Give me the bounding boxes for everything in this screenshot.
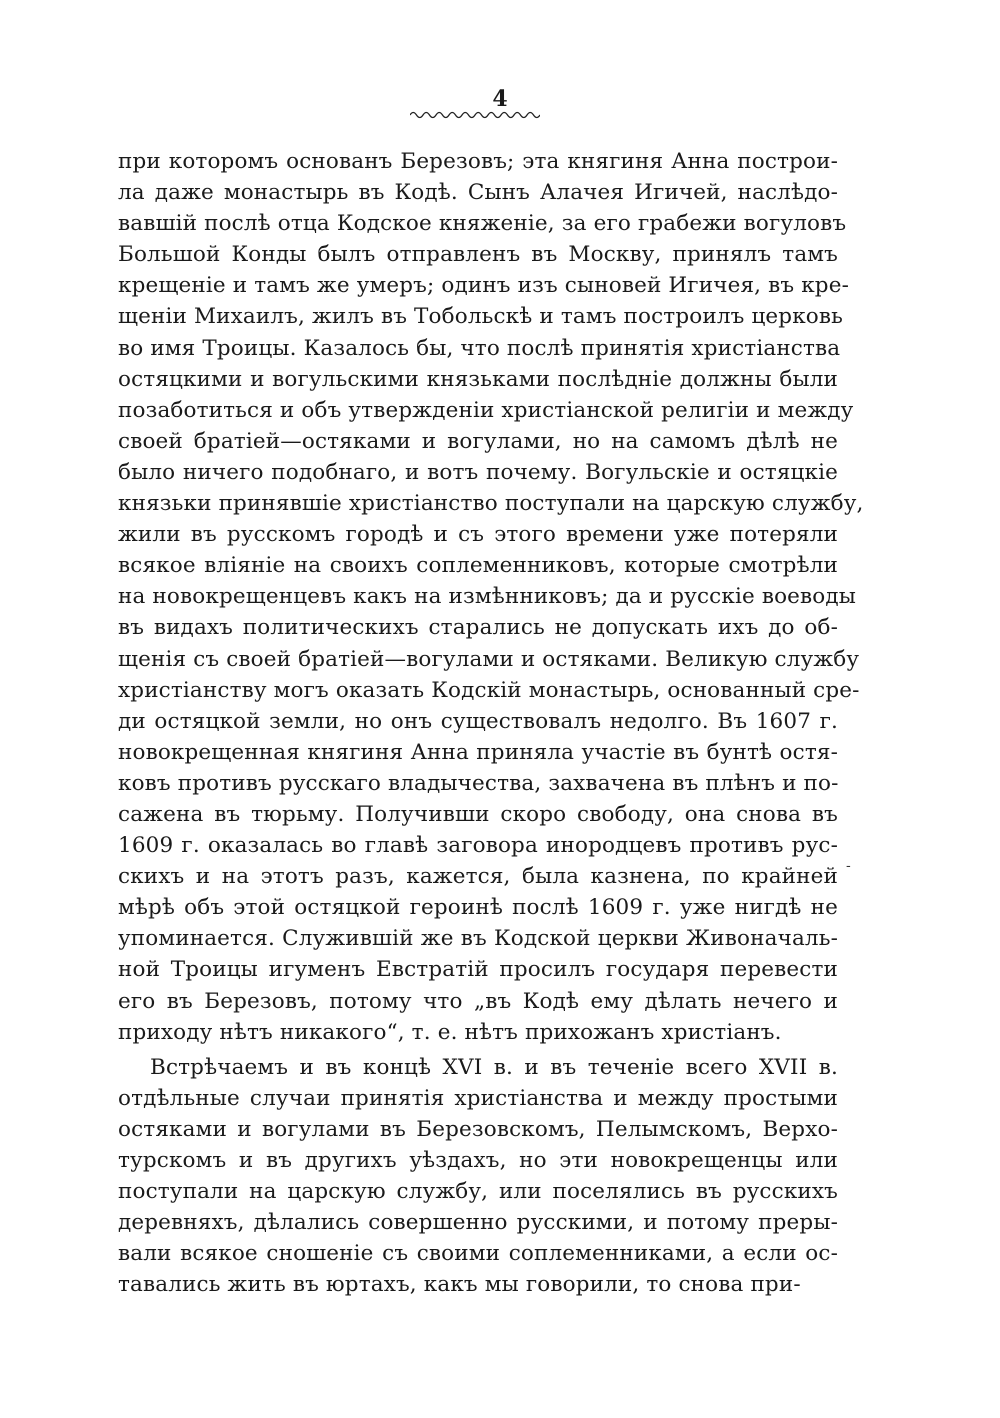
text-line: крещеніе и тамъ же умеръ; одинъ изъ сыновей Игичея, въ кре-: [118, 273, 849, 299]
stray-mark: -: [846, 858, 851, 874]
text-line: вали всякое сношеніе съ своими соплеменниками, а если ос-: [118, 1241, 838, 1267]
text-line: во имя Троицы. Казалось бы, что послѣ принятія христіанства: [118, 335, 841, 361]
text-line: князьки принявшіе христіанство поступали на царскую службу,: [118, 491, 864, 517]
text-line: остяками и вогулами въ Березовскомъ, Пелымскомъ, Верхо-: [118, 1116, 838, 1142]
text-line: своей братіей—остяками и вогулами, но на самомъ дѣлѣ не: [118, 428, 838, 454]
text-line: сажена въ тюрьму. Получивши скоро свободу, она снова въ: [118, 801, 838, 827]
text-line: въ видахъ политическихъ старались не допускать ихъ до об-: [118, 615, 838, 641]
text-line: Встрѣчаемъ и въ концѣ XVI в. и въ теченіе всего XVII в.: [150, 1054, 838, 1080]
text-line: деревняхъ, дѣлались совершенно русскими, и потому преры-: [118, 1210, 838, 1236]
text-line: ди остяцкой земли, но онъ существовалъ недолго. Въ 1607 г.: [118, 708, 838, 734]
text-line: остяцкими и вогульскими князьками послѣдніе должны были: [118, 366, 838, 392]
text-line: отдѣльные случаи принятія христіанства и между простыми: [118, 1085, 838, 1111]
text-line: щеніи Михаилъ, жилъ въ Тобольскѣ и тамъ построилъ церковь: [118, 304, 843, 330]
text-line: ной Троицы игуменъ Евстратій просилъ государя перевести: [118, 957, 838, 983]
text-line: скихъ и на этотъ разъ, кажется, была казнена, по крайней: [118, 864, 838, 890]
text-line: приходу нѣтъ никакого“, т. е. нѣтъ прихожанъ христіанъ.: [118, 1019, 782, 1045]
text-line: Большой Конды былъ отправленъ въ Москву, принялъ тамъ: [118, 242, 838, 268]
text-line: упоминается. Служившій же въ Кодской церкви Живоначаль-: [118, 926, 838, 952]
page-number: 4: [492, 86, 508, 112]
text-line: ла даже монастырь въ Кодѣ. Сынъ Алачея Игичей, наслѣдо-: [118, 180, 838, 206]
text-line: тавались жить въ юртахъ, какъ мы говорили, то снова при-: [118, 1272, 801, 1298]
text-line: мѣрѣ объ этой остяцкой героинѣ послѣ 1609 г. уже нигдѣ не: [118, 895, 838, 921]
text-line: было ничего подобнаго, и вотъ почему. Вогульскіе и остяцкіе: [118, 459, 838, 485]
text-line: всякое вліяніе на своихъ соплеменниковъ, которые смотрѣли: [118, 553, 838, 579]
text-line: 1609 г. оказалась во главѣ заговора инородцевъ противъ рус-: [118, 833, 838, 859]
text-line: поступали на царскую службу, или поселялись въ русскихъ: [118, 1179, 838, 1205]
text-line: щенія съ своей братіей—вогулами и остяками. Великую службу: [118, 646, 860, 672]
text-line: ковъ противъ русскаго владычества, захвачена въ плѣнъ и по-: [118, 770, 839, 796]
text-line: жили въ русскомъ городѣ и съ этого времени уже потеряли: [118, 522, 838, 548]
paragraphs: [118, 146, 864, 1300]
body-text: [118, 146, 864, 1300]
paragraph: [118, 146, 864, 1048]
text-line: новокрещенная княгиня Анна приняла участіе въ бунтѣ остя-: [118, 739, 838, 765]
text-line: христіанству могъ оказать Кодскій монастырь, основанный сре-: [118, 677, 860, 703]
text-line: турскомъ и въ другихъ уѣздахъ, но эти новокрещенцы или: [118, 1148, 838, 1173]
text-line: его въ Березовъ, потому что „въ Кодѣ ему дѣлать нечего и: [118, 988, 838, 1014]
paragraph: [118, 1052, 838, 1301]
text-line: вавшій послѣ отца Кодское княженіе, за его грабежи вогуловъ: [118, 211, 847, 237]
text-line: позаботиться и объ утвержденіи христіанской религіи и между: [118, 397, 854, 423]
text-line: на новокрещенцевъ какъ на измѣнниковъ; да и русскіе воеводы: [118, 584, 857, 610]
text-line: при которомъ основанъ Березовъ; эта княгиня Анна построи-: [118, 149, 838, 174]
wavy-rule-ornament-icon: [410, 110, 540, 120]
